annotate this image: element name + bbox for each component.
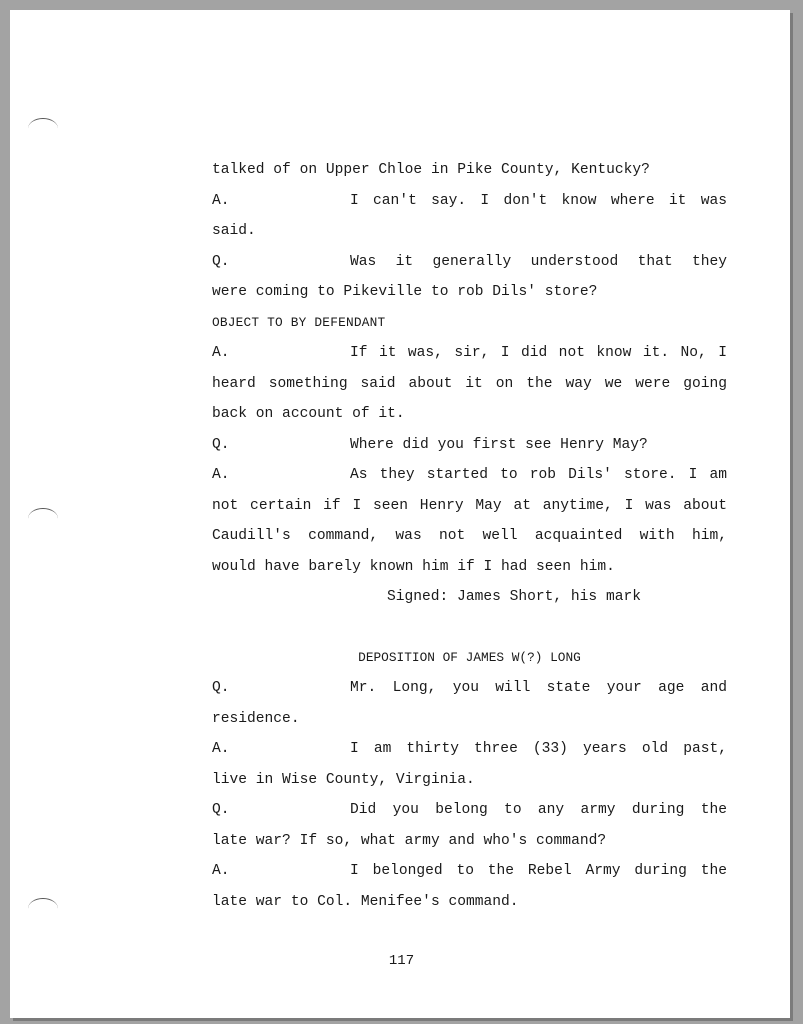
answer-line: [212, 460, 727, 491]
text-line: not certain if I seen Henry May at anytime, I was about: [212, 497, 727, 514]
text-line: live in Wise County, Virginia.: [212, 771, 475, 788]
text-line: Caudill's command, was not well acquainted with him,: [212, 528, 727, 544]
text-line: were coming to Pikeville to rob Dils' store?: [212, 284, 598, 300]
text-line: talked of on Upper Chloe in Pike County, Kentucky?: [212, 162, 650, 178]
text-line: late war? If so, what army and who's command?: [212, 832, 607, 849]
answer-line: [212, 856, 727, 887]
question-marker: Q.: [212, 802, 230, 818]
objection-line: OBJECT TO BY DEFENDANT: [212, 314, 386, 330]
text-line: said.: [212, 223, 256, 239]
question-text: Was it generally understood that they: [350, 253, 727, 270]
page-number: 117: [388, 953, 415, 969]
question-line: [212, 795, 727, 826]
question-marker: Q.: [212, 253, 230, 270]
answer-text: As they started to rob Dils' store. I am: [350, 467, 727, 483]
answer-line: [212, 338, 727, 369]
answer-line: [212, 734, 727, 765]
deposition-heading: DEPOSITION OF JAMES W(?) LONG: [358, 649, 581, 665]
answer-text: I can't say. I don't know where it was: [350, 192, 727, 209]
signature-line: Signed: James Short, his mark: [387, 589, 641, 605]
answer-marker: A.: [212, 741, 230, 757]
answer-text: If it was, sir, I did not know it. No, I: [350, 345, 727, 361]
text-line: heard something said about it on the way we were going: [212, 375, 727, 392]
binder-hole-mark: [28, 898, 58, 919]
question-line: [212, 247, 727, 278]
answer-text: I belonged to the Rebel Army during the: [350, 863, 727, 879]
binder-hole-mark: [28, 118, 58, 139]
question-marker: Q.: [212, 680, 230, 696]
question-line: [212, 673, 727, 704]
binder-hole-mark: [28, 508, 58, 529]
question-text: Where did you first see Henry May?: [350, 436, 648, 453]
answer-text: I am thirty three (33) years old past,: [350, 741, 727, 757]
answer-line: [212, 186, 727, 217]
answer-marker: A.: [212, 345, 230, 361]
answer-marker: A.: [212, 192, 230, 209]
text-line: would have barely known him if I had seen him.: [212, 558, 615, 575]
text-line: back on account of it.: [212, 406, 405, 422]
question-marker: Q.: [212, 436, 230, 453]
answer-marker: A.: [212, 467, 230, 483]
question-text: Did you belong to any army during the: [350, 802, 727, 818]
answer-marker: A.: [212, 863, 230, 879]
question-line: [212, 430, 727, 461]
text-line: late war to Col. Menifee's command.: [212, 893, 519, 910]
transcript-body: [212, 155, 727, 917]
text-line: residence.: [212, 710, 300, 727]
question-text: Mr. Long, you will state your age and: [350, 680, 727, 696]
